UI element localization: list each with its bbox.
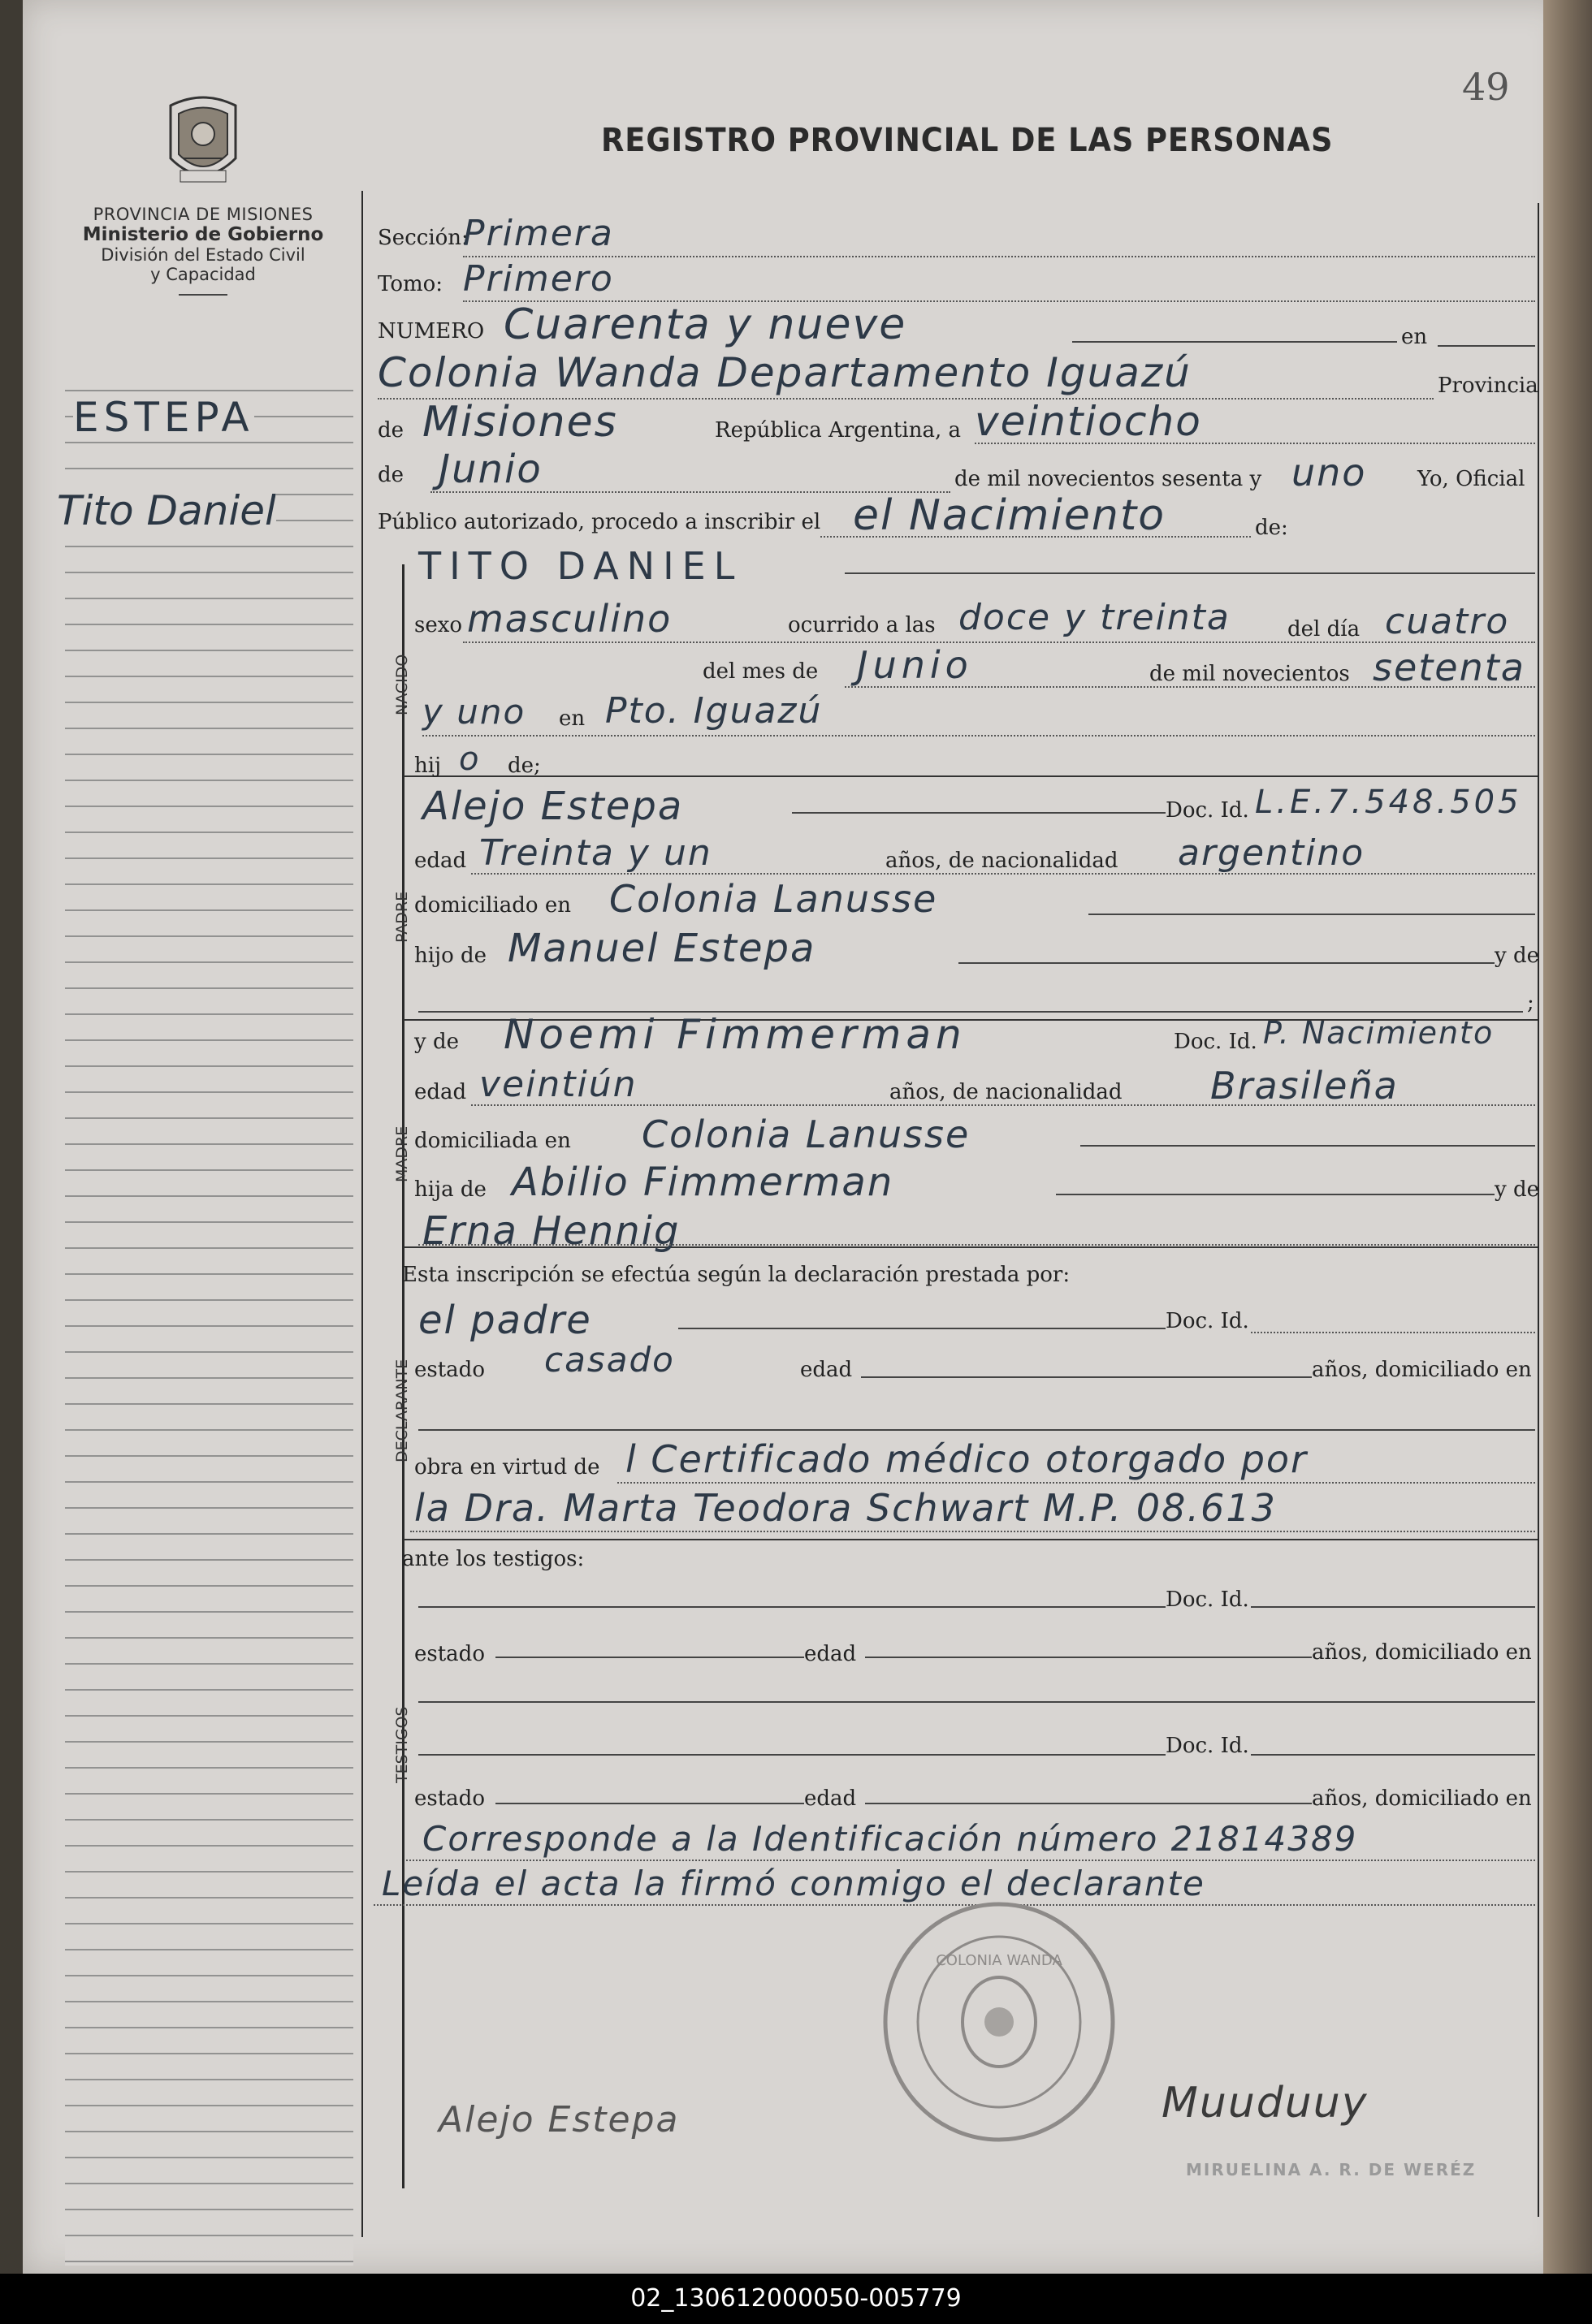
padre-edad-label: edad <box>414 849 467 873</box>
madre-edad-label: edad <box>414 1080 467 1104</box>
declarante-line <box>678 1328 1166 1329</box>
testigo-2-estado-label: estado <box>414 1786 485 1811</box>
hijo-de-line <box>958 962 1495 964</box>
hij-label: hij <box>414 754 442 778</box>
seccion-line <box>463 256 1535 257</box>
en-label: en <box>1401 325 1428 349</box>
issuer-header <box>49 89 357 296</box>
de-semicolon-label: de; <box>508 754 541 778</box>
declarante-dom-line <box>418 1429 1535 1431</box>
declarante-doc-label: Doc. Id. <box>1166 1309 1249 1333</box>
mes-nac-value: Junio <box>857 643 973 687</box>
ocurrido-label: ocurrido a las <box>788 613 936 637</box>
testigo-2-line <box>418 1754 1166 1756</box>
declarante-doc-line <box>1251 1332 1535 1333</box>
madre-doc-value: P. Nacimiento <box>1263 1015 1495 1051</box>
hij-suffix-value: o <box>459 741 481 778</box>
stamp-caption: MIRUELINA A. R. DE WERÉZ <box>1186 2160 1477 2179</box>
yo-oficial-label: Yo, Oficial <box>1417 467 1525 491</box>
padre-doc-label: Doc. Id. <box>1166 798 1249 823</box>
padre-dom-value: Colonia Lanusse <box>609 877 938 921</box>
provincia-value: Misiones <box>422 398 618 447</box>
sesenta-label: de mil novecientos sesenta y <box>954 467 1262 491</box>
madre-anos-label: años, de nacionalidad <box>889 1080 1123 1104</box>
testigo-2-doc-line <box>1251 1754 1535 1756</box>
madre-madre-value: Erna Hennig <box>422 1208 681 1254</box>
madre-edad-line <box>471 1104 1535 1106</box>
madre-dom-label: domiciliada en <box>414 1129 571 1153</box>
provincial-seal-icon <box>162 89 244 195</box>
mes-nac-line <box>845 686 1535 688</box>
mes-value: Junio <box>439 447 543 492</box>
hora-value: doce y treinta <box>958 597 1231 638</box>
ministry-line: Ministerio de Gobierno <box>82 224 324 245</box>
divider-nacido <box>404 775 1538 777</box>
frame-right-line <box>1538 203 1539 2217</box>
padre-edad-value: Treinta y un <box>479 832 712 874</box>
testigo-1-dom-line <box>418 1701 1535 1703</box>
page-number: 49 <box>1462 65 1510 109</box>
padre-nombre-value: Alejo Estepa <box>422 784 684 829</box>
book-binding <box>1543 0 1592 2274</box>
anio-nac-1-value: setenta <box>1373 646 1525 689</box>
madre-madre-line <box>418 1244 1535 1246</box>
nombre-value: TITO DANIEL <box>418 544 743 588</box>
hija-de-line <box>1056 1194 1495 1195</box>
numero-label: NUMERO <box>378 319 485 343</box>
margin-given-names: Tito Daniel <box>57 487 276 534</box>
testigo-1-edad-line <box>865 1657 1312 1658</box>
madre-doc-label: Doc. Id. <box>1174 1030 1257 1054</box>
madre-nac-value: Brasileña <box>1210 1064 1399 1108</box>
declarante-edad-line <box>861 1376 1312 1378</box>
testigo-2-edad-label: edad <box>804 1786 857 1811</box>
padre-anos-label: años, de nacionalidad <box>885 849 1118 873</box>
province-line: PROVINCIA DE MISIONES <box>93 205 314 224</box>
testigo-2-edad-line <box>865 1803 1312 1804</box>
testigo-1-estado-label: estado <box>414 1642 485 1666</box>
obra-1-value: l Certificado médico otorgado por <box>625 1437 1308 1481</box>
madre-dom-value: Colonia Lanusse <box>642 1112 971 1156</box>
padre-padre-value: Manuel Estepa <box>508 926 816 971</box>
testigo-1-anos-label: años, domiciliado en <box>1312 1640 1532 1665</box>
firma-oficial: Muuduuy <box>1162 2079 1369 2127</box>
official-stamp-icon <box>877 1900 1121 2144</box>
nota-2-value: Leída el acta la firmó conmigo el declarante <box>382 1864 1205 1903</box>
obra-label: obra en virtud de <box>414 1455 600 1479</box>
margin-ruled-column <box>65 365 353 2266</box>
madre-y-de-label: y de <box>414 1030 459 1054</box>
declarante-value: el padre <box>418 1298 592 1343</box>
padre-doc-value: L.E.7.548.505 <box>1255 784 1522 821</box>
publico-label: Público autorizado, procedo a inscribir el <box>378 510 821 534</box>
division-line: División del Estado Civil <box>101 245 305 265</box>
testigo-1-edad-label: edad <box>804 1642 857 1666</box>
dia-value: veintiocho <box>975 398 1202 445</box>
provincia-label: Provincia <box>1438 374 1538 398</box>
madre-padre-value: Abilio Fimmerman <box>512 1160 894 1205</box>
padre-dom-line <box>1088 914 1535 915</box>
firma-declarante: Alejo Estepa <box>439 2099 680 2140</box>
mil-nov-label: de mil novecientos <box>1149 662 1350 686</box>
de-colon-label: de: <box>1255 516 1288 540</box>
ante-testigos-label: ante los testigos: <box>402 1547 585 1571</box>
hijo-de-label: hijo de <box>414 944 487 968</box>
de-mes-label: de <box>378 463 404 487</box>
testigo-1-estado-line <box>495 1657 804 1658</box>
padre-edad-line <box>471 873 1535 875</box>
del-dia-label: del día <box>1287 617 1361 641</box>
padre-nombre-line <box>792 812 1166 814</box>
acto-value: el Nacimiento <box>853 491 1166 540</box>
divider-declarante <box>404 1539 1538 1540</box>
nombre-line <box>845 572 1535 574</box>
sexo-value: masculino <box>467 597 673 641</box>
sexo-line <box>463 641 1535 643</box>
en-nac-label: en <box>559 706 586 731</box>
testigo-1-doc-label: Doc. Id. <box>1166 1587 1249 1612</box>
sexo-label: sexo <box>414 613 463 637</box>
madre-edad-value: veintiún <box>479 1064 638 1105</box>
testigo-1-doc-line <box>1251 1606 1535 1608</box>
madre-nombre-value: Noemi Fimmerman <box>504 1011 967 1058</box>
madre-y-de-2-label: y de <box>1495 1177 1539 1202</box>
lugar-nac-value: Pto. Iguazú <box>605 690 823 732</box>
nota-1-value: Corresponde a la Identificación número 21814389 <box>422 1819 1358 1859</box>
testigo-2-estado-line <box>495 1803 804 1804</box>
tomo-value: Primero <box>463 258 614 300</box>
footer-id: 02_130612000050-005779 <box>0 2274 1592 2324</box>
testigo-2-doc-label: Doc. Id. <box>1166 1734 1249 1758</box>
anio-value: uno <box>1291 451 1367 495</box>
header-rule <box>179 294 227 296</box>
side-label-madre: MADRE <box>393 1125 411 1182</box>
en-line <box>1438 345 1535 347</box>
side-label-testigos: TESTIGOS <box>393 1706 411 1783</box>
y-de-label: y de <box>1495 944 1539 968</box>
side-label-nacido: NACIDO <box>393 654 411 715</box>
seccion-value: Primera <box>463 213 614 254</box>
declarante-estado-value: casado <box>544 1340 675 1380</box>
declarante-edad-label: edad <box>800 1358 853 1382</box>
acto-line <box>820 536 1251 538</box>
side-label-padre: PADRE <box>393 891 411 943</box>
svg-text:COLONIA WANDA: COLONIA WANDA <box>936 1952 1062 1969</box>
seccion-label: Sección: <box>378 226 469 250</box>
margin-surname: ESTEPA <box>73 394 254 441</box>
hija-de-label: hija de <box>414 1177 487 1202</box>
inscripcion-label: Esta inscripción se efectúa según la declaración prestada por: <box>402 1263 1071 1287</box>
declarante-anos-label: años, domiciliado en <box>1312 1358 1532 1382</box>
anio-nac-2-value: y uno <box>422 692 526 732</box>
semicolon-label: ; <box>1527 991 1534 1015</box>
de-label: de <box>378 418 404 443</box>
numero-line <box>1072 341 1397 343</box>
republica-label: República Argentina, a <box>715 418 961 443</box>
nota-1-line <box>406 1860 1535 1861</box>
padre-nac-value: argentino <box>1178 832 1365 874</box>
testigo-2-anos-label: años, domiciliado en <box>1312 1786 1532 1811</box>
lugar-nac-line <box>422 735 1535 737</box>
tomo-label: Tomo: <box>378 272 443 296</box>
testigo-1-line <box>418 1606 1166 1608</box>
obra-1-line <box>617 1482 1535 1484</box>
obra-2-line <box>410 1531 1535 1532</box>
lugar-value: Colonia Wanda Departamento Iguazú <box>378 349 1192 396</box>
obra-2-value: la Dra. Marta Teodora Schwart M.P. 08.613 <box>414 1486 1277 1530</box>
del-mes-label: del mes de <box>703 659 819 684</box>
page-title: REGISTRO PROVINCIAL DE LAS PERSONAS <box>601 122 1334 159</box>
padre-dom-label: domiciliado en <box>414 893 571 918</box>
side-label-declarante: DECLARANTE <box>393 1359 411 1462</box>
dia-nac-value: cuatro <box>1385 601 1510 642</box>
madre-dom-line <box>1080 1145 1535 1147</box>
numero-value: Cuarenta y nueve <box>504 300 907 349</box>
dia-line <box>975 443 1535 444</box>
declarante-estado-label: estado <box>414 1358 485 1382</box>
frame-left-line <box>361 191 363 2237</box>
capacity-line: y Capacidad <box>150 265 256 284</box>
